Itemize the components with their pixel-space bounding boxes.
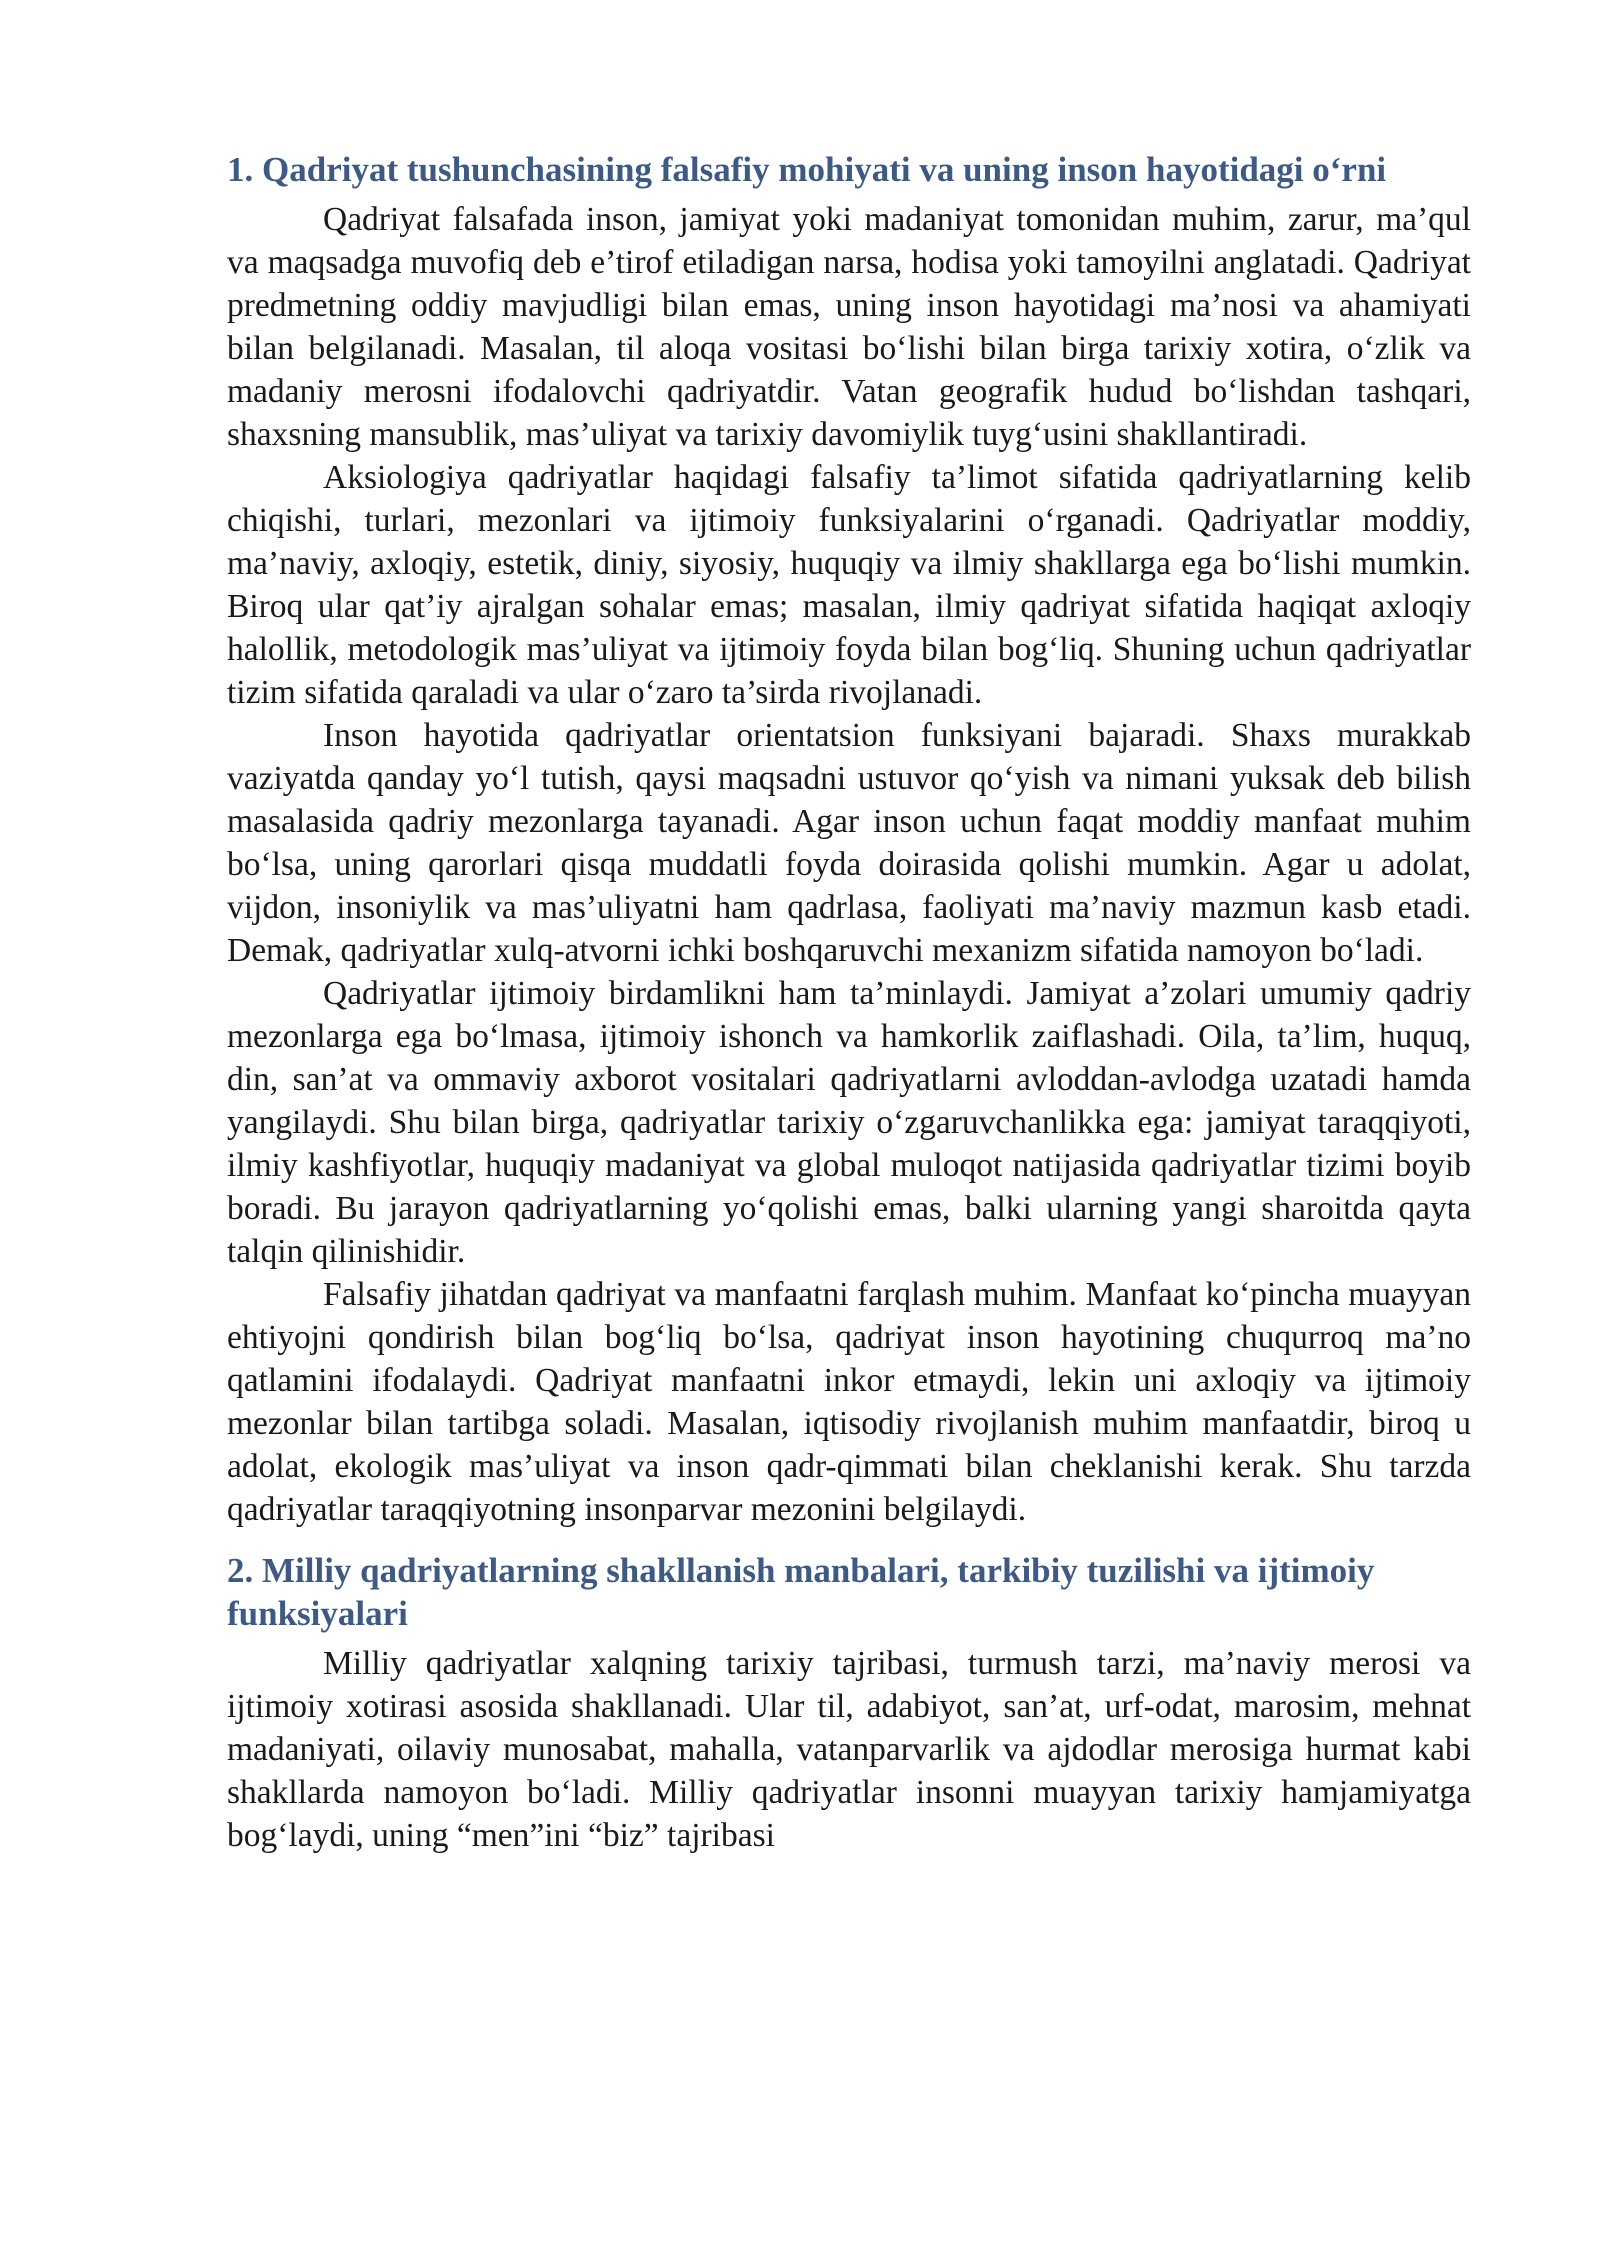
section-1-paragraph-4: Qadriyatlar ijtimoiy birdamlikni ham ta’minlaydi. Jamiyat a’zolari umumiy qadriy mezonlarga ega bo‘lmasa, ijtimoiy ishonch va hamkorlik zaiflashadi. Oila, ta’lim, huquq, din, san’at va ommaviy axborot vositalari qadriyatlarni avloddan-avlodga uzatadi hamda yangilaydi. Shu bilan birga, qadriyatlar tarixiy o‘zgaruvchanlikka ega: jamiyat taraqqiyoti, ilmiy kashfiyotlar, huquqiy madaniyat va global muloqot natijasida qadriyatlar tizimi boyib boradi. Bu jarayon qadriyatlarning yo‘qolishi emas, balki ularning yangi sharoitda qayta talqin qilinishidir. <box>227 975 1471 1270</box>
document-page <box>227 148 1471 1857</box>
section-1-paragraph-2: Aksiologiya qadriyatlar haqidagi falsafiy ta’limot sifatida qadriyatlarning kelib chiqishi, turlari, mezonlari va ijtimoiy funksiyalarini o‘rganadi. Qadriyatlar moddiy, ma’naviy, axloqiy, estetik, diniy, siyosiy, huquqiy va ilmiy shakllarga ega bo‘lishi mumkin. Biroq ular qat’iy ajralgan sohalar emas; masalan, ilmiy qadriyat sifatida haqiqat axloqiy halollik, metodologik mas’uliyat va ijtimoiy foyda bilan bog‘liq. Shuning uchun qadriyatlar tizim sifatida qaraladi va ular o‘zaro ta’sirda rivojlanadi. <box>227 459 1471 711</box>
section-1-paragraph-5: Falsafiy jihatdan qadriyat va manfaatni farqlash muhim. Manfaat ko‘pincha muayyan ehtiyojni qondirish bilan bog‘liq bo‘lsa, qadriyat inson hayotining chuqurroq ma’no qatlamini ifodalaydi. Qadriyat manfaatni inkor etmaydi, lekin uni axloqiy va ijtimoiy mezonlar bilan tartibga soladi. Masalan, iqtisodiy rivojlanish muhim manfaatdir, biroq u adolat, ekologik mas’uliyat va inson qadr-qimmati bilan cheklanishi kerak. Shu tarzda qadriyatlar taraqqiyotning insonparvar mezonini belgilaydi. <box>227 1276 1471 1528</box>
section-1-paragraph-3: Inson hayotida qadriyatlar orientatsion funksiyani bajaradi. Shaxs murakkab vaziyatda qanday yo‘l tutish, qaysi maqsadni ustuvor qo‘yish va nimani yuksak deb bilish masalasida qadriy mezonlarga tayanadi. Agar inson uchun faqat moddiy manfaat muhim bo‘lsa, uning qarorlari qisqa muddatli foyda doirasida qolishi mumkin. Agar u adolat, vijdon, insoniylik va mas’uliyatni ham qadrlasa, faoliyati ma’naviy mazmun kasb etadi. Demak, qadriyatlar xulq-atvorni ichki boshqaruvchi mexanizm sifatida namoyon bo‘ladi. <box>227 717 1471 969</box>
section-2-paragraph-1: Milliy qadriyatlar xalqning tarixiy tajribasi, turmush tarzi, ma’naviy merosi va ijtimoiy xotirasi asosida shakllanadi. Ular til, adabiyot, san’at, urf-odat, marosim, mehnat madaniyati, oilaviy munosabat, mahalla, vatanparvarlik va ajdodlar merosiga hurmat kabi shakllarda namoyon bo‘ladi. Milliy qadriyatlar insonni muayyan tarixiy hamjamiyatga bog‘laydi, uning “men”ini “biz” tajribasi <box>227 1645 1471 1854</box>
section-1-paragraph-1: Qadriyat falsafada inson, jamiyat yoki madaniyat tomonidan muhim, zarur, ma’qul va maqsadga muvofiq deb e’tirof etiladigan narsa, hodisa yoki tamoyilni anglatadi. Qadriyat predmetning oddiy mavjudligi bilan emas, uning inson hayotidagi ma’nosi va ahamiyati bilan belgilanadi. Masalan, til aloqa vositasi bo‘lishi bilan birga tarixiy xotira, o‘zlik va madaniy merosni ifodalovchi qadriyatdir. Vatan geografik hudud bo‘lishdan tashqari, shaxsning mansublik, mas’uliyat va tarixiy davomiylik tuyg‘usini shakllantiradi. <box>227 201 1471 453</box>
section-2-heading: 2. Milliy qadriyatlarning shakllanish manbalari, tarkibiy tuzilishi va ijtimoiy funksiyalari <box>227 1551 1375 1633</box>
section-1-heading: 1. Qadriyat tushunchasining falsafiy mohiyati va uning inson hayotidagi o‘rni <box>227 150 1387 189</box>
